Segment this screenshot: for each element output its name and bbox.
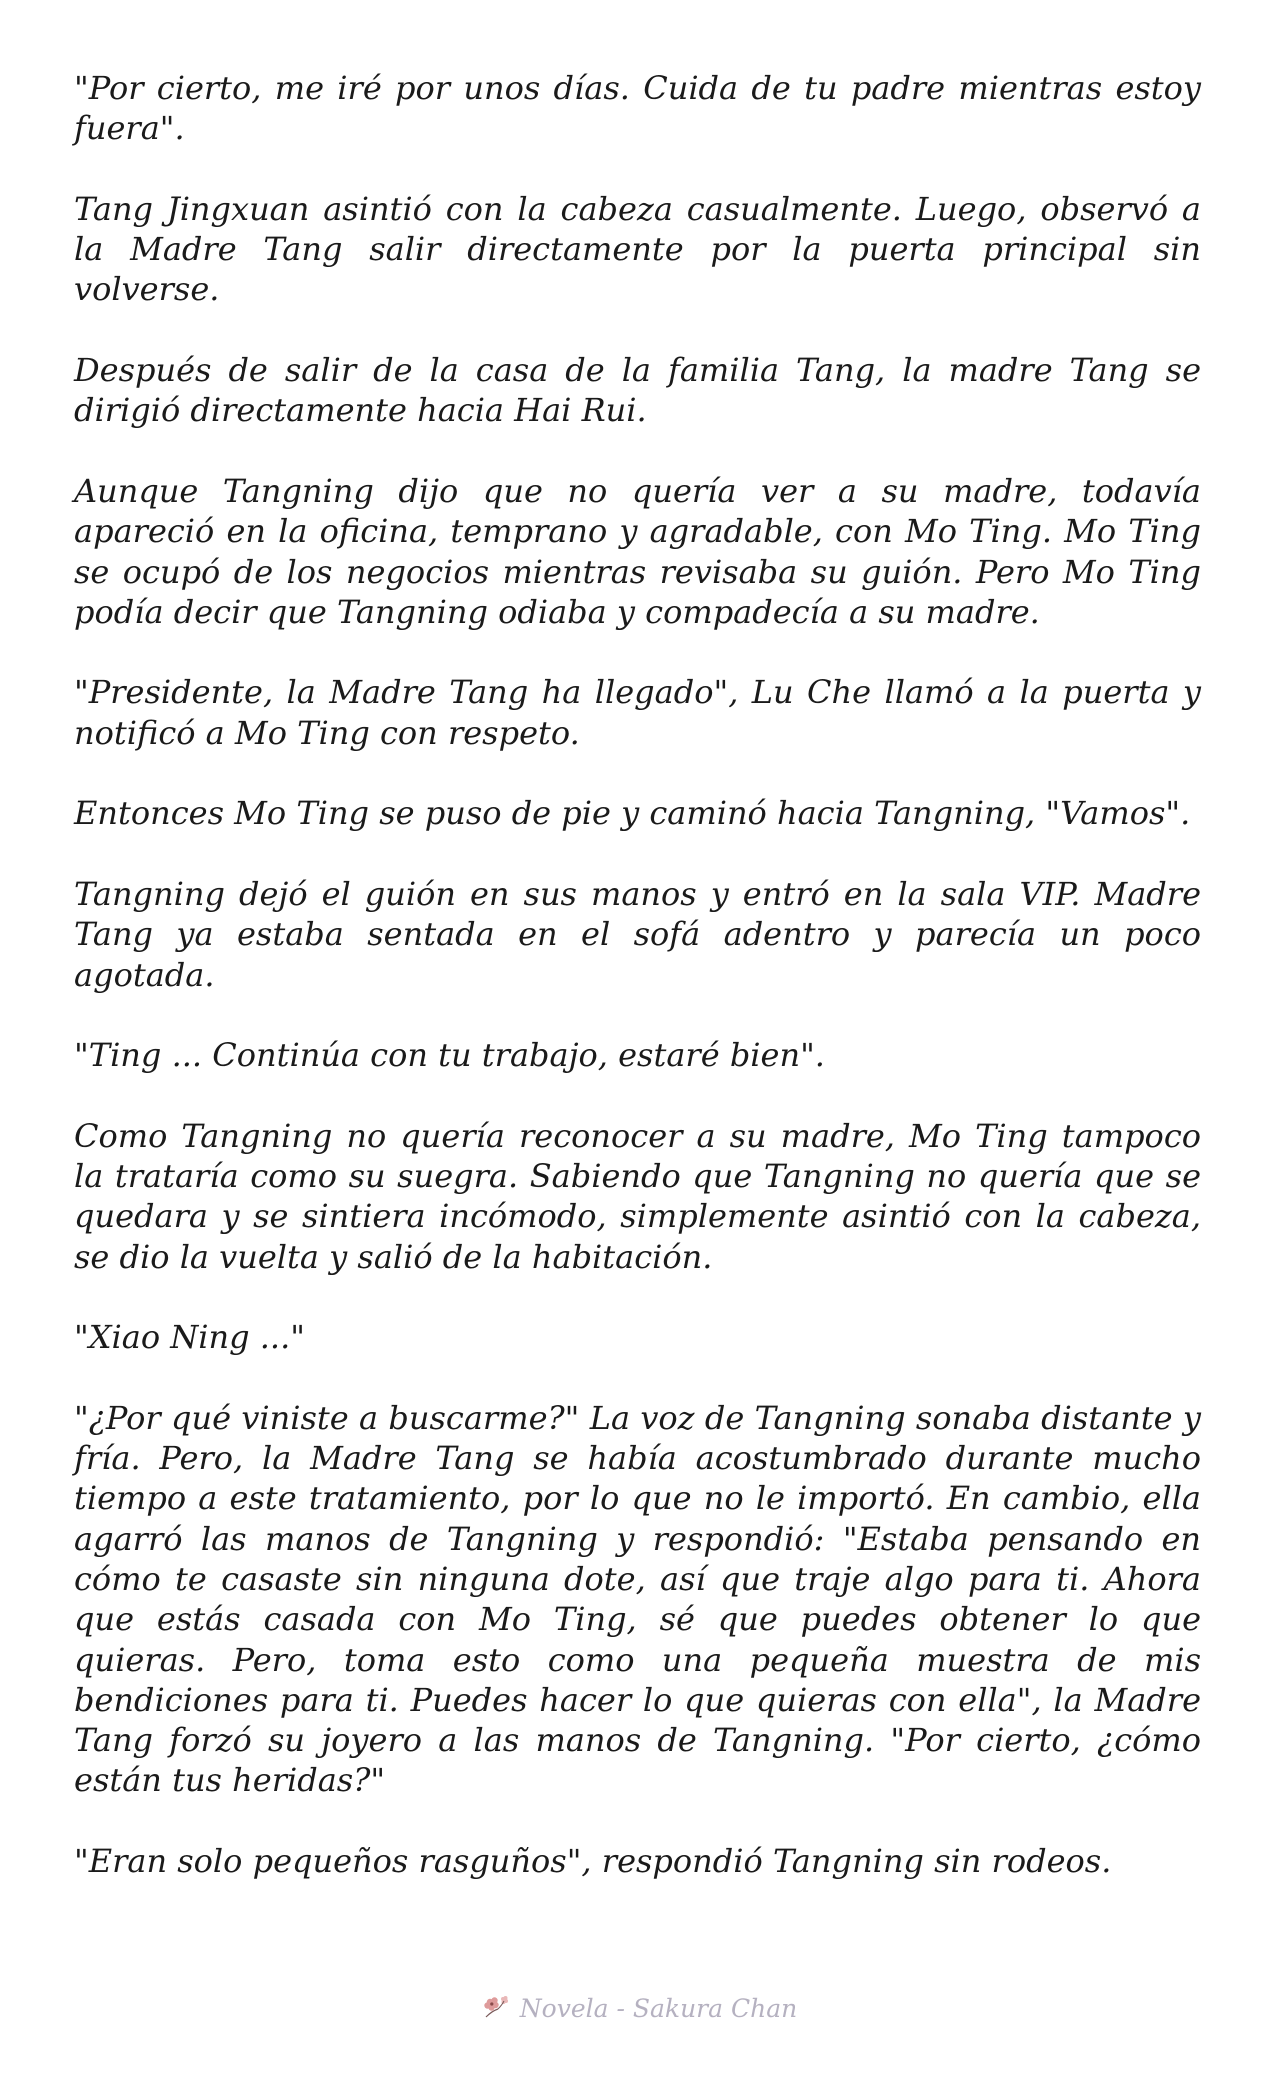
paragraph: Aunque Tangning dijo que no quería ver a su madre, todavía apareció en la oficina, temprano y agradable, con Mo Ting. Mo Ting se ocupó de los negocios mientras revisaba su guión. Pero Mo Ting podía decir que Tangning odiaba y compadecía a su madre. bbox=[74, 471, 1201, 631]
document-body bbox=[74, 68, 1201, 1922]
paragraph: Tangning dejó el guión en sus manos y entró en la sala VIP. Madre Tang ya estaba sentada en el sofá adentro y parecía un poco agotada. bbox=[74, 874, 1201, 994]
footer-watermark bbox=[0, 1993, 1275, 2029]
paragraph: "Ting ... Continúa con tu trabajo, estaré bien". bbox=[74, 1036, 825, 1075]
paragraph: "Xiao Ning ..." bbox=[74, 1318, 305, 1357]
paragraph: Como Tangning no quería reconocer a su madre, Mo Ting tampoco la trataría como su suegra. Sabiendo que Tangning no quería que se quedara y se sintiera incómodo, simplemente asintió con la cabeza, se dio la vuelta y salió de la habitación. bbox=[74, 1116, 1201, 1276]
paragraph: "Presidente, la Madre Tang ha llegado", Lu Che llamó a la puerta y notificó a Mo Ting con respeto. bbox=[74, 673, 1201, 752]
paragraph: Después de salir de la casa de la familia Tang, la madre Tang se dirigió directamente hacia Hai Rui. bbox=[74, 351, 1201, 430]
paragraph: "Por cierto, me iré por unos días. Cuida de tu padre mientras estoy fuera". bbox=[74, 69, 1201, 148]
paragraph: Tang Jingxuan asintió con la cabeza casualmente. Luego, observó a la Madre Tang salir directamente por la puerta principal sin volverse. bbox=[74, 189, 1201, 309]
paragraph: Entonces Mo Ting se puso de pie y caminó hacia Tangning, "Vamos". bbox=[74, 794, 1191, 833]
footer-label: Novela - Sakura Chan bbox=[519, 1993, 798, 2023]
paragraph: "Eran solo pequeños rasguños", respondió Tangning sin rodeos. bbox=[74, 1842, 1112, 1881]
paragraph: "¿Por qué viniste a buscarme?" La voz de Tangning sonaba distante y fría. Pero, la Madre Tang se había acostumbrado durante mucho tiempo a este tratamiento, por lo que no le importó. En cambio, ella agarró las manos de Tangning y respondió: "Estaba pensando en cómo te casaste sin ninguna dote, así que traje algo para ti. Ahora que estás casada con Mo Ting, sé que puedes obtener lo que quieras. Pero, toma esto como una pequeña muestra de mis bendiciones para ti. Puedes hacer lo que quieras con ella", la Madre Tang forzó su joyero a las manos de Tangning. "Por cierto, ¿cómo están tus heridas?" bbox=[74, 1398, 1201, 1800]
sakura-flower-icon bbox=[478, 1993, 514, 2023]
